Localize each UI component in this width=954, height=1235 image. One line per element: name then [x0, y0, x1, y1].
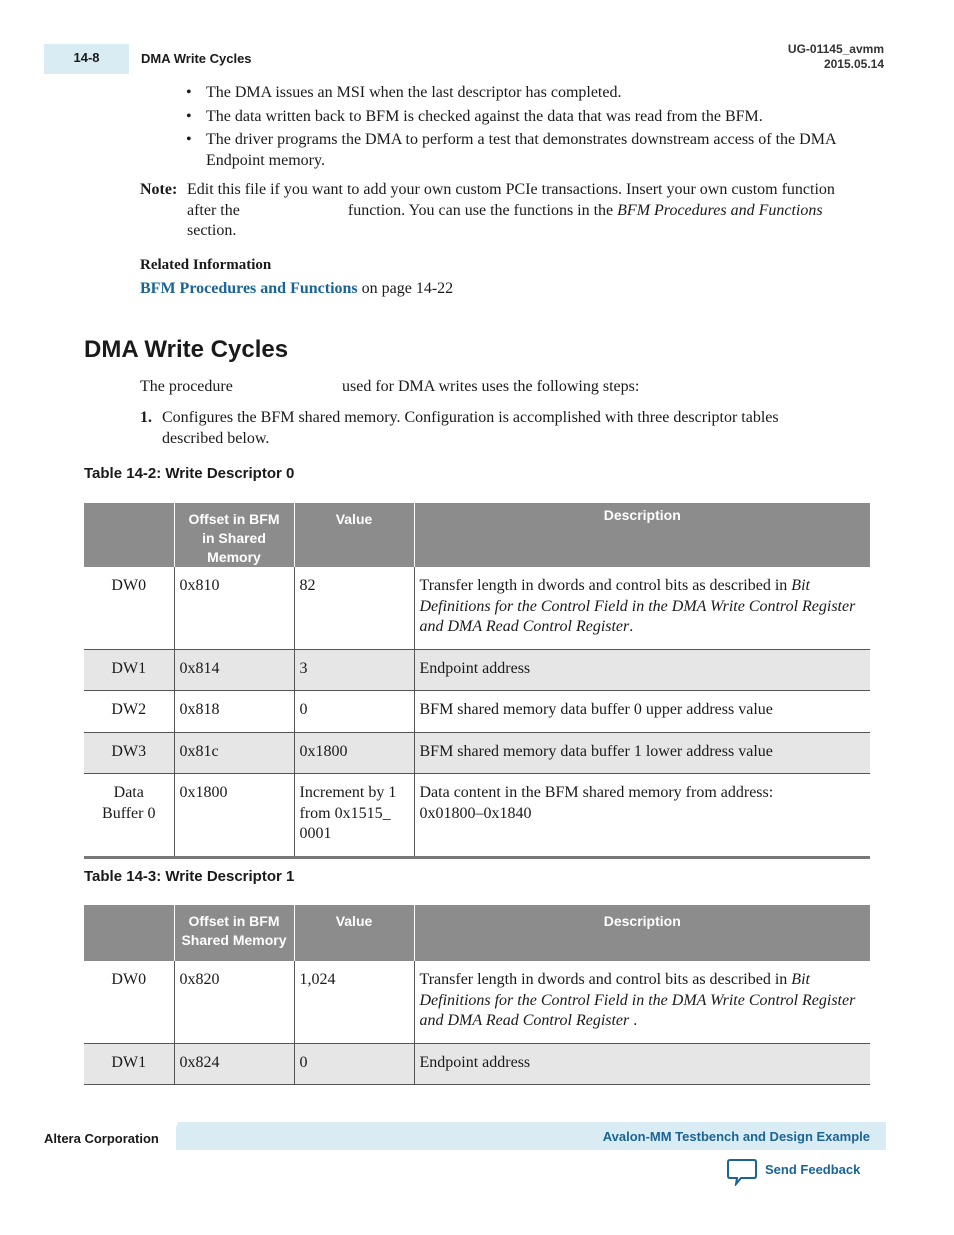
column-header [84, 905, 174, 961]
note-reference: BFM Procedures and Functions [617, 201, 823, 219]
column-header [84, 503, 174, 567]
footer-company: Altera Corporation [44, 1131, 159, 1146]
table-row [84, 732, 870, 774]
list-item: • The DMA issues an MSI when the last descriptor has completed. [186, 83, 866, 104]
table-cell: BFM shared memory data buffer 0 upper address value [414, 691, 870, 733]
table-cell [414, 961, 870, 1043]
table-cell: Endpoint address [414, 1043, 870, 1085]
cell-line: Buffer 0 [102, 804, 156, 822]
column-header: Description [414, 503, 870, 567]
footer-doc-title[interactable]: Avalon-MM Testbench and Design Example [602, 1129, 870, 1144]
column-header: Value [294, 503, 414, 567]
table-cell: DW1 [84, 1043, 174, 1085]
table-cell: 0 [294, 1043, 414, 1085]
doc-id [788, 42, 884, 72]
note-text [187, 180, 857, 242]
table-header-row [84, 503, 870, 567]
table-cell: 0x810 [174, 567, 294, 649]
cell-text: Transfer length in dwords and control bits as described in [419, 971, 788, 988]
related-info-line [140, 279, 453, 300]
list-item: • The driver programs the DMA to perform a test that demonstrates downstream access of the DMA Endpoint memory. [186, 130, 866, 171]
table-cell: 0 [294, 691, 414, 733]
table-cell: 0x818 [174, 691, 294, 733]
footer-notch [168, 1122, 178, 1150]
column-header: Description [414, 905, 870, 961]
column-header: Offset in BFM Shared Memory [174, 905, 294, 961]
table-cell: DW3 [84, 732, 174, 774]
write-descriptor-0-table [84, 503, 870, 859]
doc-date: 2015.05.14 [823, 57, 884, 71]
table-cell: 0x1800 [294, 732, 414, 774]
header-section-title: DMA Write Cycles [141, 51, 252, 66]
table-cell: DW0 [84, 961, 174, 1043]
table-cell [294, 774, 414, 858]
table-cell [414, 774, 870, 858]
note-label: Note: [140, 181, 178, 198]
table-row [84, 649, 870, 691]
cell-line: Data [113, 784, 144, 801]
table-row [84, 961, 870, 1043]
table-cell: BFM shared memory data buffer 1 lower address value [414, 732, 870, 774]
table-cell: 0x820 [174, 961, 294, 1043]
table-caption: Table 14-3: Write Descriptor 1 [84, 868, 295, 885]
doc-id-code: UG-01145_avmm [787, 42, 884, 56]
table-cell: 82 [294, 567, 414, 649]
table-cell [414, 567, 870, 649]
page-number: 14-8 [73, 50, 100, 65]
table-cell: 0x824 [174, 1043, 294, 1085]
related-info-title: Related Information [140, 257, 272, 273]
table-cell: Endpoint address [414, 649, 870, 691]
cell-text: . [629, 1012, 638, 1029]
note-text-part: function. You can use the functions in the [347, 201, 614, 219]
step-text: Configures the BFM shared memory. Configuration is accomplished with three descriptor tables described below. [162, 409, 779, 447]
table-row [84, 774, 870, 858]
table-cell: 0x1800 [174, 774, 294, 858]
table-cell: DW1 [84, 649, 174, 691]
note-text-part: section. [187, 222, 237, 239]
cell-line: 0x01800–0x1840 [419, 804, 532, 822]
cell-line: Data content in the BFM shared memory from address: [419, 784, 774, 801]
table-cell: 0x814 [174, 649, 294, 691]
table-cell: 0x81c [174, 732, 294, 774]
write-descriptor-1-table [84, 905, 870, 1085]
page-ref: on page 14-22 [361, 280, 454, 297]
cell-text: . [629, 618, 634, 635]
table-header-row [84, 905, 870, 961]
cell-line: Increment by 1 [299, 784, 397, 801]
cell-text: Transfer length in dwords and control bits as described in [419, 577, 788, 594]
table-cell [84, 774, 174, 858]
table-row [84, 691, 870, 733]
step-number: 1. [140, 409, 152, 426]
table-row [84, 1043, 870, 1085]
table-row [84, 567, 870, 649]
table-cell: 3 [294, 649, 414, 691]
table-cell: DW0 [84, 567, 174, 649]
cell-line: from 0x1515_ [299, 804, 391, 822]
section-heading: DMA Write Cycles [84, 336, 289, 363]
table-caption: Table 14-2: Write Descriptor 0 [84, 465, 295, 482]
send-feedback-link[interactable]: Send Feedback [765, 1162, 861, 1177]
intro-text-continued: used for DMA writes uses the following steps: [342, 378, 640, 395]
cell-reference: Bit Definitions for the Control Field in the DMA Write Control Register and DMA Read Control Register [419, 577, 856, 635]
intro-text: The procedure [140, 378, 233, 395]
bfm-procedures-link[interactable]: BFM Procedures and Functions [140, 280, 358, 297]
column-header: Value [294, 905, 414, 961]
note-text-part: Edit this file if you want to add your own custom PCIe transactions. Insert your own custom function after the [187, 181, 835, 219]
list-item: • The data written back to BFM is checked against the data that was read from the BFM. [186, 107, 866, 128]
bullet-list [186, 83, 866, 174]
cell-line: 0001 [299, 825, 332, 842]
column-header: Offset in BFM in Shared Memory [174, 503, 294, 567]
speech-bubble-icon[interactable] [727, 1158, 757, 1191]
table-cell: DW2 [84, 691, 174, 733]
table-cell: 1,024 [294, 961, 414, 1043]
cell-reference: Bit Definitions for the Control Field in the DMA Write Control Register and DMA Read Control Register [419, 971, 856, 1029]
